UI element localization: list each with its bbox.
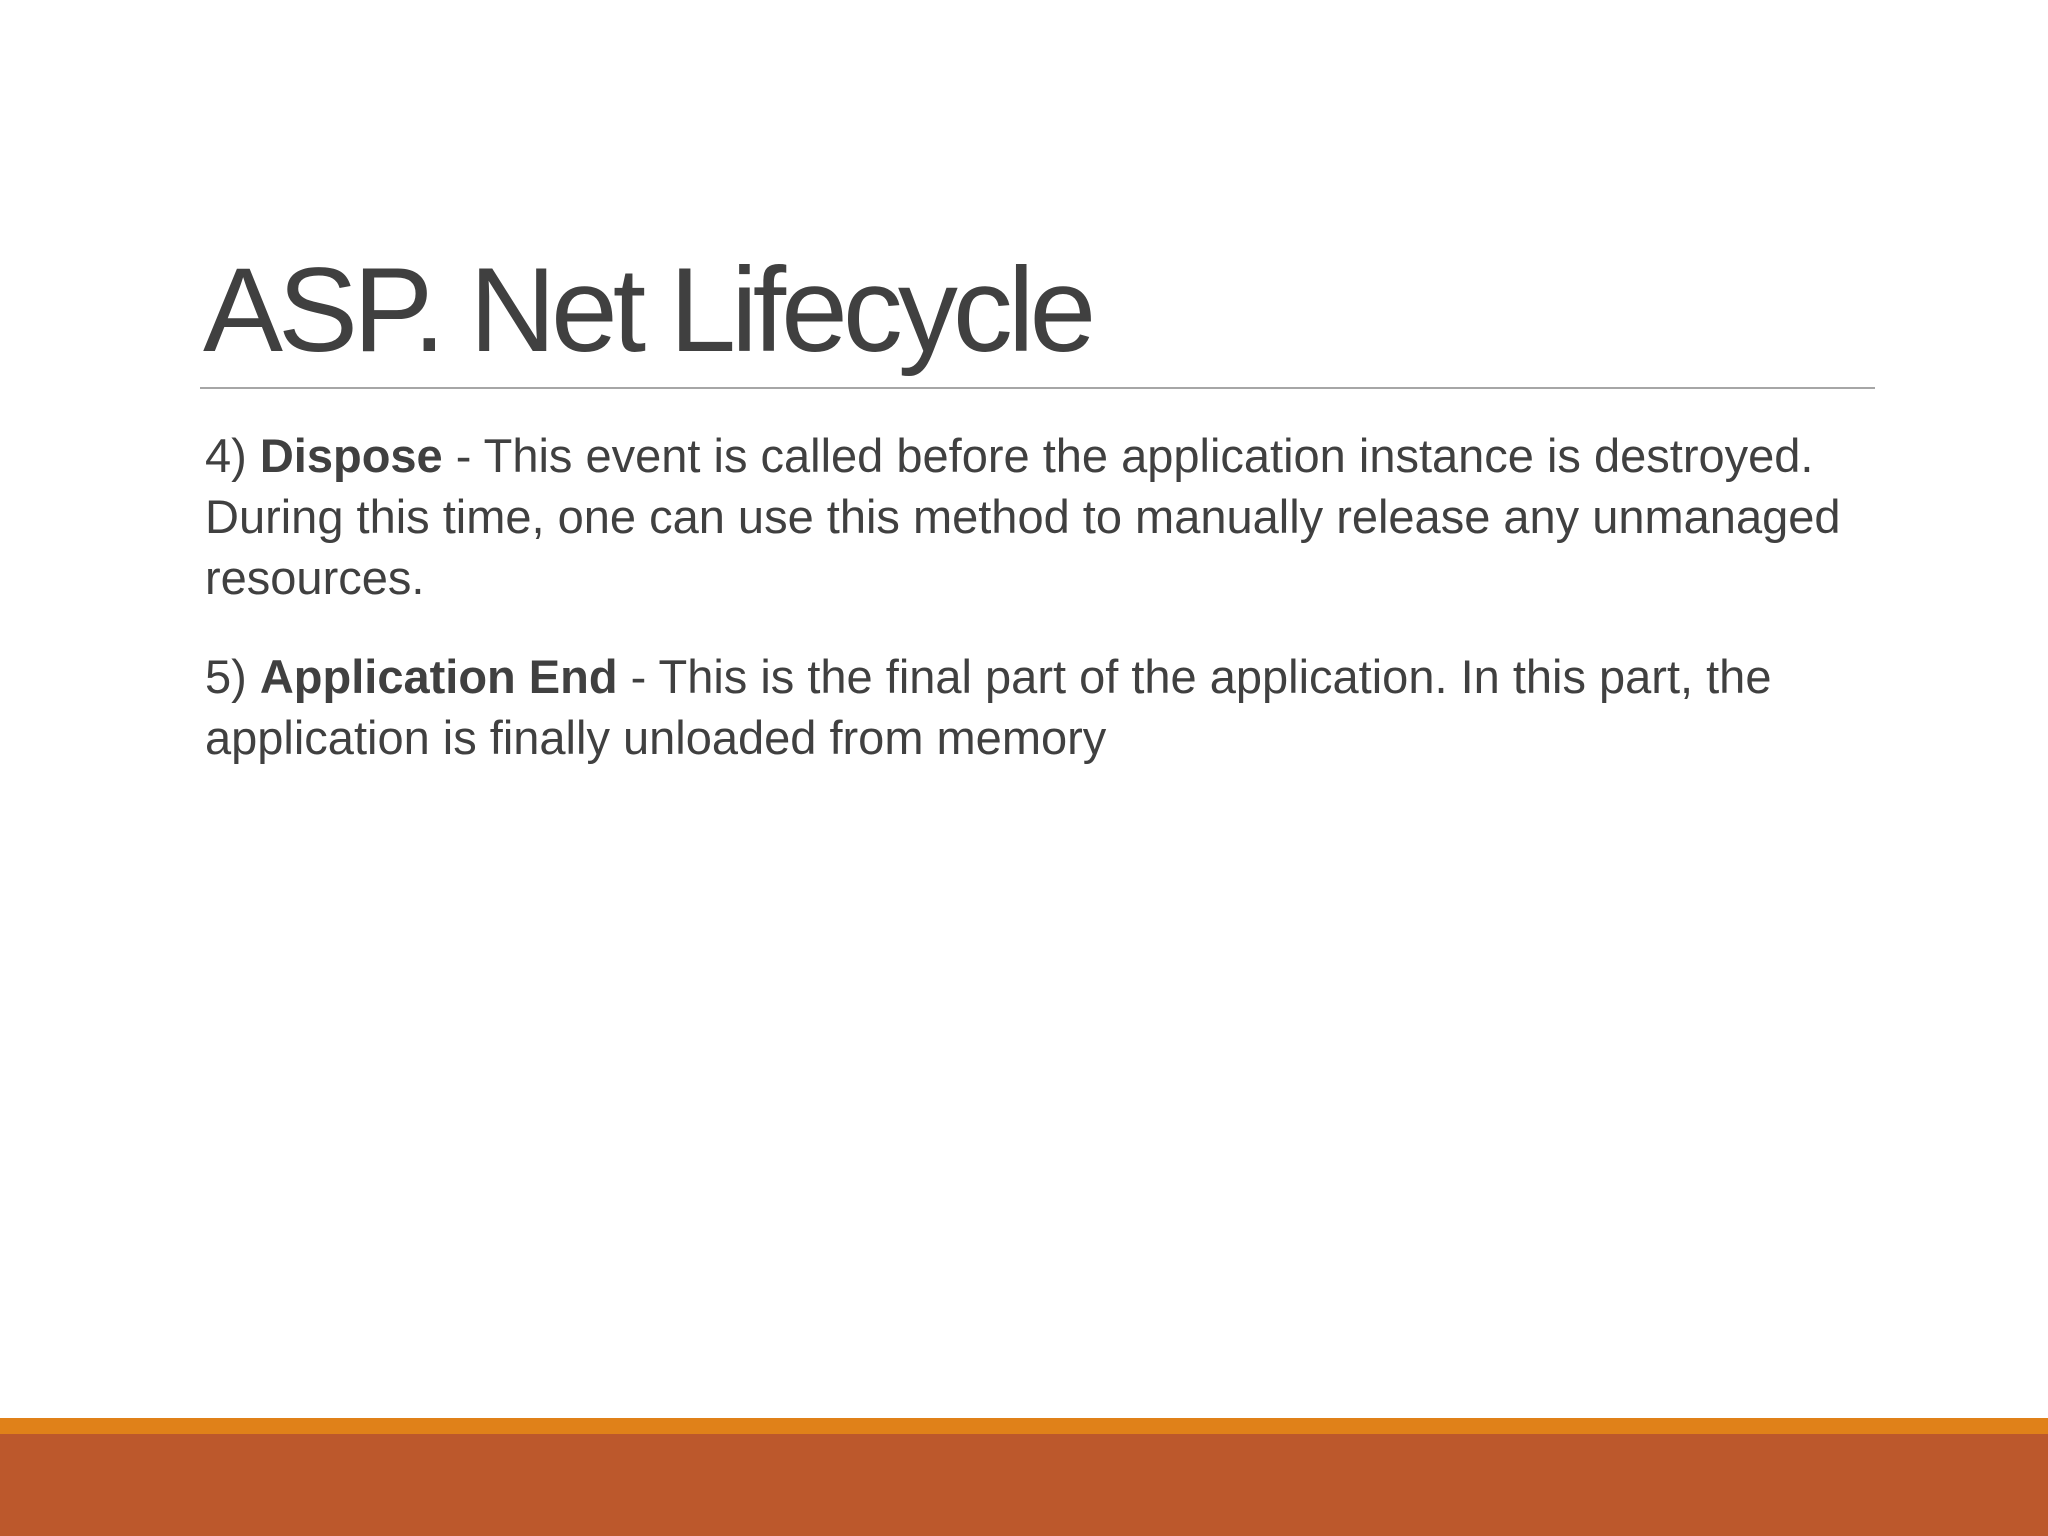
list-item-dispose [205,425,1855,608]
item-number: 5) [205,650,247,703]
footer-band [0,1434,2048,1536]
item-description: This is the final part of the application. In this part, the application is finally unloaded from memory [205,650,1772,764]
item-separator: - [455,429,472,482]
slide-title: ASP. Net Lifecycle [203,243,1092,377]
item-term: Dispose [259,429,443,482]
footer-accent-stripe [0,1418,2048,1434]
item-separator: - [630,650,647,703]
item-term: Application End [259,650,618,703]
item-number: 4) [205,429,247,482]
item-description: This event is called before the application instance is destroyed. During this time, one can use this method to manually release any unmanaged resources. [205,429,1841,604]
title-divider [200,387,1875,389]
slide-body [205,425,1855,768]
list-item-application-end [205,646,1855,768]
